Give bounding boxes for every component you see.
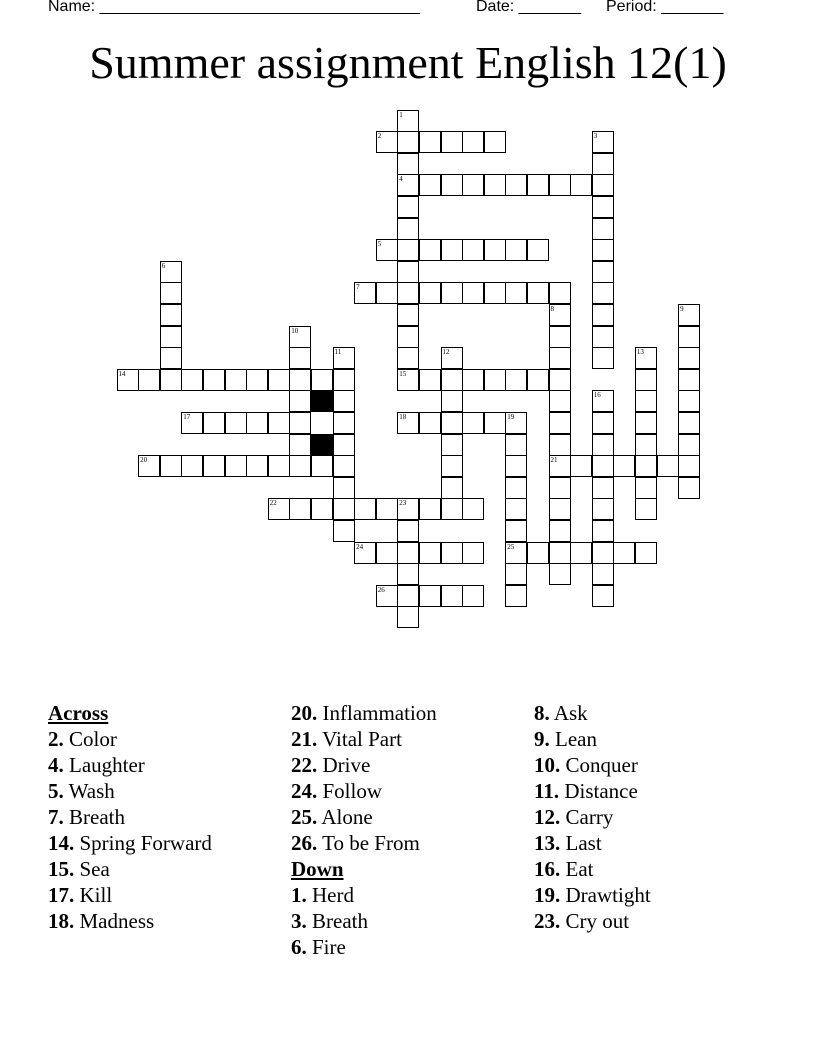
clue-item xyxy=(48,882,212,908)
clue-number-label: 7. xyxy=(48,805,64,829)
clue-number: 10 xyxy=(291,326,299,335)
clue-number-label: 25. xyxy=(291,805,318,829)
grid-cell[interactable] xyxy=(592,218,614,240)
grid-cell[interactable] xyxy=(678,369,700,391)
across-clues-2 xyxy=(291,700,437,856)
clue-number-label: 26. xyxy=(291,831,318,855)
clue-number: 4 xyxy=(399,175,403,184)
grid-cell[interactable] xyxy=(246,369,268,391)
grid-cell[interactable] xyxy=(138,369,160,391)
clue-number-label: 18. xyxy=(48,909,75,933)
clue-text: Distance xyxy=(559,779,638,803)
grid-cell[interactable] xyxy=(397,542,419,564)
clue-number: 3 xyxy=(593,132,598,141)
grid-cell[interactable] xyxy=(441,131,463,153)
clue-number-label: 11. xyxy=(534,779,560,803)
period-label: Period: _______ xyxy=(606,0,724,15)
clue-item xyxy=(291,882,437,908)
grid-cell[interactable] xyxy=(462,369,484,391)
grid-cell[interactable] xyxy=(505,585,527,607)
grid-cell[interactable] xyxy=(549,347,571,369)
grid-cell[interactable] xyxy=(268,455,290,477)
grid-cell[interactable] xyxy=(160,326,182,348)
grid-cell[interactable] xyxy=(505,455,527,477)
grid-cell[interactable] xyxy=(549,174,571,196)
grid-cell[interactable] xyxy=(527,239,549,261)
clue-number: 6 xyxy=(161,261,166,270)
clue-number: 24 xyxy=(356,542,364,551)
across-clues-1 xyxy=(48,726,212,934)
grid-cell[interactable] xyxy=(635,542,657,564)
clue-item xyxy=(291,700,437,726)
grid-cell[interactable] xyxy=(505,434,527,456)
clue-number: 13 xyxy=(636,348,644,357)
grid-cell[interactable] xyxy=(311,498,333,520)
grid-cell[interactable] xyxy=(441,282,463,304)
across-heading: Across xyxy=(48,701,109,725)
grid-cell[interactable] xyxy=(635,455,657,477)
clue-number: 18 xyxy=(399,412,407,421)
grid-cell[interactable] xyxy=(505,563,527,585)
grid-cell[interactable] xyxy=(592,261,614,283)
grid-cell[interactable] xyxy=(635,369,657,391)
down-heading: Down xyxy=(291,857,344,881)
block-cell xyxy=(311,434,333,456)
clue-item xyxy=(534,778,651,804)
clue-item xyxy=(534,752,651,778)
grid-cell[interactable] xyxy=(419,498,441,520)
grid-cell[interactable] xyxy=(592,196,614,218)
clue-text: Breath xyxy=(63,805,125,829)
clue-number-label: 24. xyxy=(291,779,318,803)
grid-cell[interactable] xyxy=(462,131,484,153)
grid-cell[interactable] xyxy=(376,498,398,520)
clue-text: Last xyxy=(560,831,602,855)
clue-text: Follow xyxy=(317,779,383,803)
grid-cell[interactable] xyxy=(678,434,700,456)
clue-number: 12 xyxy=(442,348,450,357)
clue-column-2 xyxy=(291,700,437,960)
grid-cell[interactable] xyxy=(592,434,614,456)
grid-cell[interactable] xyxy=(505,239,527,261)
grid-cell[interactable] xyxy=(592,174,614,196)
clue-number: 25 xyxy=(507,542,515,551)
grid-cell[interactable] xyxy=(592,153,614,175)
grid-cell[interactable] xyxy=(462,498,484,520)
clue-number-label: 20. xyxy=(291,701,318,725)
clue-number-label: 9. xyxy=(534,727,550,751)
grid-cell[interactable] xyxy=(678,412,700,434)
grid-cell[interactable] xyxy=(397,153,419,175)
grid-cell[interactable] xyxy=(333,412,355,434)
clue-text: Ask xyxy=(549,701,588,725)
page-title: Summer assignment English 12(1) xyxy=(89,37,727,88)
grid-cell[interactable] xyxy=(268,369,290,391)
clue-item xyxy=(48,830,212,856)
clue-text: Laughter xyxy=(63,753,145,777)
clue-item xyxy=(291,726,437,752)
grid-cell[interactable] xyxy=(441,390,463,412)
grid-cell[interactable] xyxy=(397,282,419,304)
grid-cell[interactable] xyxy=(289,498,311,520)
grid-cell[interactable] xyxy=(397,347,419,369)
grid-cell[interactable] xyxy=(397,261,419,283)
grid-cell[interactable] xyxy=(397,304,419,326)
grid-cell[interactable] xyxy=(484,239,506,261)
clue-number: 9 xyxy=(680,304,684,313)
clue-item xyxy=(48,778,212,804)
clue-column-1 xyxy=(48,700,212,934)
clue-number: 20 xyxy=(140,456,148,465)
grid-cell[interactable] xyxy=(333,477,355,499)
clue-text: Drawtight xyxy=(560,883,651,907)
grid-cell[interactable] xyxy=(268,412,290,434)
grid-cell[interactable] xyxy=(397,196,419,218)
grid-cell[interactable] xyxy=(570,542,592,564)
clue-number: 5 xyxy=(377,240,382,249)
grid-cell[interactable] xyxy=(160,282,182,304)
grid-cell[interactable] xyxy=(592,455,614,477)
grid-cell[interactable] xyxy=(441,477,463,499)
clue-text: Kill xyxy=(74,883,113,907)
grid-cell[interactable] xyxy=(181,455,203,477)
grid-cell[interactable] xyxy=(419,239,441,261)
grid-cell[interactable] xyxy=(441,542,463,564)
grid-cell[interactable] xyxy=(333,455,355,477)
clue-text: Conquer xyxy=(560,753,638,777)
grid-cell[interactable] xyxy=(592,326,614,348)
clue-number-label: 12. xyxy=(534,805,561,829)
grid-cell[interactable] xyxy=(376,542,398,564)
grid-cell[interactable] xyxy=(592,563,614,585)
grid-cell[interactable] xyxy=(592,542,614,564)
grid-cell[interactable] xyxy=(419,542,441,564)
clue-number-label: 10. xyxy=(534,753,561,777)
grid-cell[interactable] xyxy=(289,369,311,391)
grid-cell[interactable] xyxy=(592,520,614,542)
clue-item xyxy=(534,700,651,726)
grid-cell[interactable] xyxy=(635,477,657,499)
clue-number-label: 16. xyxy=(534,857,561,881)
clue-number-label: 23. xyxy=(534,909,561,933)
clue-text: Wash xyxy=(63,779,115,803)
grid-cell[interactable] xyxy=(246,455,268,477)
grid-cell[interactable] xyxy=(635,498,657,520)
grid-cell[interactable] xyxy=(592,498,614,520)
clue-number: 21 xyxy=(550,456,558,465)
clue-text: Vital Part xyxy=(317,727,402,751)
grid-cell[interactable] xyxy=(354,498,376,520)
down-clues-1 xyxy=(291,882,437,960)
grid-cell[interactable] xyxy=(419,585,441,607)
clue-text: Color xyxy=(63,727,117,751)
clue-number-label: 17. xyxy=(48,883,75,907)
grid-cell[interactable] xyxy=(419,369,441,391)
clue-number: 1 xyxy=(399,110,403,119)
grid-cell[interactable] xyxy=(462,174,484,196)
clue-number-label: 14. xyxy=(48,831,75,855)
clue-number: 8 xyxy=(550,304,554,313)
grid-cell[interactable] xyxy=(333,520,355,542)
grid-cell[interactable] xyxy=(333,369,355,391)
grid-cell[interactable] xyxy=(505,498,527,520)
grid-cell[interactable] xyxy=(225,369,247,391)
grid-cell[interactable] xyxy=(397,239,419,261)
grid-cell[interactable] xyxy=(592,585,614,607)
grid-cell[interactable] xyxy=(657,455,679,477)
grid-cell[interactable] xyxy=(549,390,571,412)
grid-cell[interactable] xyxy=(549,563,571,585)
grid-cell[interactable] xyxy=(289,347,311,369)
grid-cell[interactable] xyxy=(678,477,700,499)
grid-cell[interactable] xyxy=(505,369,527,391)
grid-cell[interactable] xyxy=(289,390,311,412)
grid-cell[interactable] xyxy=(397,563,419,585)
clue-text: Cry out xyxy=(560,909,630,933)
clue-number-label: 6. xyxy=(291,935,307,959)
grid-cell[interactable] xyxy=(505,282,527,304)
clue-number: 2 xyxy=(377,132,382,141)
clue-text: Breath xyxy=(306,909,368,933)
grid-cell[interactable] xyxy=(333,390,355,412)
grid-cell[interactable] xyxy=(484,174,506,196)
clue-item xyxy=(534,908,651,934)
clue-text: Spring Forward xyxy=(74,831,212,855)
grid-cell[interactable] xyxy=(441,498,463,520)
clue-item xyxy=(48,908,212,934)
clue-number-label: 15. xyxy=(48,857,75,881)
grid-cell[interactable] xyxy=(635,390,657,412)
clue-number-label: 22. xyxy=(291,753,318,777)
grid-cell[interactable] xyxy=(397,131,419,153)
grid-cell[interactable] xyxy=(549,520,571,542)
clue-item xyxy=(534,830,651,856)
clue-number-label: 13. xyxy=(534,831,561,855)
grid-cell[interactable] xyxy=(678,390,700,412)
clue-item xyxy=(48,726,212,752)
grid-cell[interactable] xyxy=(462,282,484,304)
clue-number-label: 2. xyxy=(48,727,64,751)
grid-cell[interactable] xyxy=(376,282,398,304)
grid-cell[interactable] xyxy=(505,477,527,499)
grid-cell[interactable] xyxy=(484,282,506,304)
grid-cell[interactable] xyxy=(225,412,247,434)
grid-cell[interactable] xyxy=(549,412,571,434)
clue-item xyxy=(48,856,212,882)
clue-text: Eat xyxy=(560,857,594,881)
clue-number: 22 xyxy=(269,499,277,508)
clue-number: 26 xyxy=(377,585,385,594)
grid-cell[interactable] xyxy=(570,174,592,196)
grid-cell[interactable] xyxy=(527,369,549,391)
clue-text: Inflammation xyxy=(317,701,437,725)
clue-text: Drive xyxy=(317,753,371,777)
grid-cell[interactable] xyxy=(549,434,571,456)
grid-cell[interactable] xyxy=(419,282,441,304)
grid-cell[interactable] xyxy=(592,239,614,261)
clue-item xyxy=(291,934,437,960)
date-label: Date: _______ xyxy=(476,0,581,15)
grid-cell[interactable] xyxy=(678,347,700,369)
grid-cell[interactable] xyxy=(160,347,182,369)
clue-column-3 xyxy=(534,700,651,934)
grid-cell[interactable] xyxy=(289,455,311,477)
grid-cell[interactable] xyxy=(160,369,182,391)
grid-cell[interactable] xyxy=(549,369,571,391)
clue-text: Madness xyxy=(74,909,155,933)
grid-cell[interactable] xyxy=(333,434,355,456)
grid-cell[interactable] xyxy=(527,282,549,304)
clue-number: 15 xyxy=(399,369,407,378)
clue-item xyxy=(291,752,437,778)
grid-cell[interactable] xyxy=(246,412,268,434)
grid-cell[interactable] xyxy=(419,131,441,153)
grid-cell[interactable] xyxy=(225,455,247,477)
grid-cell[interactable] xyxy=(160,304,182,326)
grid-cell[interactable] xyxy=(484,369,506,391)
grid-cell[interactable] xyxy=(462,239,484,261)
clue-item xyxy=(291,830,437,856)
grid-cell[interactable] xyxy=(592,347,614,369)
clue-text: Herd xyxy=(306,883,354,907)
down-clues-2 xyxy=(534,700,651,934)
grid-cell[interactable] xyxy=(484,412,506,434)
clue-item xyxy=(534,804,651,830)
grid-cell[interactable] xyxy=(397,520,419,542)
grid-cell[interactable] xyxy=(527,174,549,196)
grid-cell[interactable] xyxy=(549,542,571,564)
grid-cell[interactable] xyxy=(181,369,203,391)
grid-cell[interactable] xyxy=(549,498,571,520)
clue-number: 16 xyxy=(593,391,601,400)
grid-cell[interactable] xyxy=(160,455,182,477)
grid-cell[interactable] xyxy=(678,326,700,348)
grid-cell[interactable] xyxy=(397,326,419,348)
grid-cell[interactable] xyxy=(441,455,463,477)
clue-item xyxy=(534,856,651,882)
grid-cell[interactable] xyxy=(527,542,549,564)
grid-cell[interactable] xyxy=(203,455,225,477)
grid-cell[interactable] xyxy=(397,585,419,607)
grid-cell[interactable] xyxy=(592,282,614,304)
grid-cell[interactable] xyxy=(311,455,333,477)
clue-item xyxy=(48,804,212,830)
name-label: Name: ____________________________________ xyxy=(48,0,420,15)
clue-number: 19 xyxy=(507,412,515,421)
grid-cell[interactable] xyxy=(462,585,484,607)
grid-cell[interactable] xyxy=(613,542,635,564)
grid-cell[interactable] xyxy=(592,412,614,434)
clue-item xyxy=(534,726,651,752)
grid-cell[interactable] xyxy=(678,455,700,477)
clue-number: 11 xyxy=(334,348,342,357)
grid-cell[interactable] xyxy=(419,174,441,196)
grid-cell[interactable] xyxy=(397,218,419,240)
clue-number: 17 xyxy=(183,412,191,421)
grid-cell[interactable] xyxy=(441,174,463,196)
grid-cell[interactable] xyxy=(613,455,635,477)
grid-cell[interactable] xyxy=(484,131,506,153)
grid-cell[interactable] xyxy=(289,412,311,434)
grid-cell[interactable] xyxy=(311,369,333,391)
grid-cell[interactable] xyxy=(462,412,484,434)
grid-cell[interactable] xyxy=(592,477,614,499)
grid-cell[interactable] xyxy=(289,434,311,456)
grid-cell[interactable] xyxy=(505,520,527,542)
grid-cell[interactable] xyxy=(419,412,441,434)
clue-number-label: 8. xyxy=(534,701,550,725)
clue-text: To be From xyxy=(317,831,420,855)
grid-cell[interactable] xyxy=(441,369,463,391)
clue-text: Carry xyxy=(560,805,614,829)
clue-number: 14 xyxy=(118,369,126,378)
clue-item xyxy=(291,804,437,830)
clue-item xyxy=(291,778,437,804)
clue-text: Alone xyxy=(317,805,373,829)
grid-cell[interactable] xyxy=(570,455,592,477)
grid-cell[interactable] xyxy=(635,434,657,456)
grid-cell[interactable] xyxy=(397,606,419,628)
grid-cell[interactable] xyxy=(549,282,571,304)
grid-cell[interactable] xyxy=(592,304,614,326)
grid-cell[interactable] xyxy=(441,239,463,261)
clue-number: 23 xyxy=(399,499,407,508)
grid-cell[interactable] xyxy=(549,326,571,348)
clue-number: 7 xyxy=(356,283,360,292)
clue-number-label: 1. xyxy=(291,883,307,907)
clue-number-label: 4. xyxy=(48,753,64,777)
clue-number-label: 21. xyxy=(291,727,318,751)
grid-cell[interactable] xyxy=(635,412,657,434)
clue-number-label: 19. xyxy=(534,883,561,907)
grid-cell[interactable] xyxy=(462,542,484,564)
clue-item xyxy=(291,908,437,934)
grid-cell[interactable] xyxy=(441,412,463,434)
grid-cell[interactable] xyxy=(441,434,463,456)
grid-cell[interactable] xyxy=(203,412,225,434)
grid-cell[interactable] xyxy=(203,369,225,391)
grid-cell[interactable] xyxy=(333,498,355,520)
grid-cell[interactable] xyxy=(505,174,527,196)
clue-text: Sea xyxy=(74,857,110,881)
clue-text: Lean xyxy=(549,727,597,751)
grid-cell[interactable] xyxy=(441,585,463,607)
clue-item xyxy=(48,752,212,778)
clue-number-label: 5. xyxy=(48,779,64,803)
clue-number-label: 3. xyxy=(291,909,307,933)
clue-item xyxy=(534,882,651,908)
grid-cell[interactable] xyxy=(549,477,571,499)
block-cell xyxy=(311,390,333,412)
clue-text: Fire xyxy=(306,935,346,959)
